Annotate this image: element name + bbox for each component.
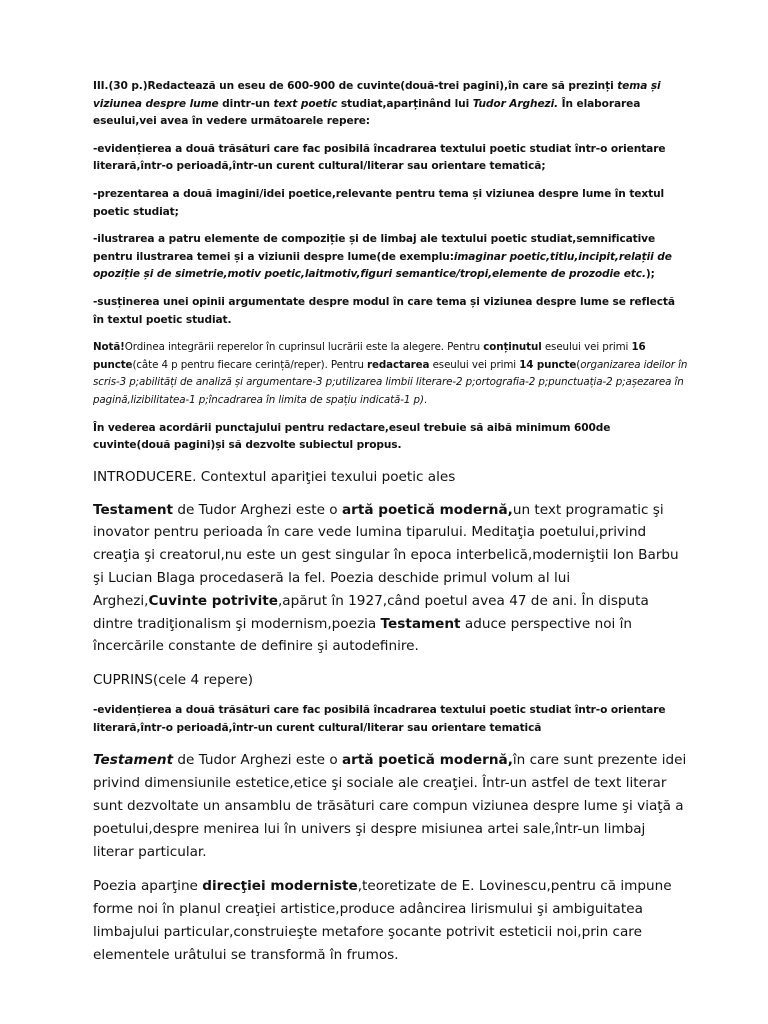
- requirement-3: -ilustrarea a patru elemente de compoziție și de limbaj ale textului poetic studiat,semnificative pentru ilustrarea temei și a viziunii despre lume(de exemplu:imaginar poetic,titlu,incipit,relații de opoziție și de simetrie,motiv poetic,laitmotiv,figuri semantice/tropi,elemente de prozodie etc.);: [93, 233, 672, 281]
- requirement-2: -prezentarea a două imagini/idei poetice,relevante pentru tema și viziunea despre lume în textul poetic studiat;: [93, 187, 665, 218]
- subject-prompt: III.(30 p.)Redactează un eseu de 600-900 de cuvinte(două-trei pagini),în care să prezinți tema și viziunea despre lume dintr-un text poetic studiat,aparținând lui Tudor Arghezi. În elaborarea eseului,vei avea în vedere următoarele repere:: [93, 80, 661, 128]
- requirement-1: -evidențierea a două trăsături care fac posibilă încadrarea textului poetic studiat într-o orientare literară,într-o perioadă,într-un curent cultural/literar sau orientare tematică;: [93, 142, 666, 173]
- requirement-4: -susținerea unei opinii argumentate despre modul în care tema și viziunea despre lume se reflectă în textul poetic studiat.: [93, 295, 675, 326]
- cuprins-paragraph-2: Poezia aparţine direcţiei moderniste,teoretizate de E. Lovinescu,pentru că impune forme noi în planul creaţiei artistice,produce adâncirea lirismului şi ambiguitatea limbajului particular,construieşte metafore şocante potrivit esteticii noi,prin care elementele urâtului se transformă în frumos.: [93, 878, 672, 963]
- word-limit-note: În vederea acordării punctajului pentru redactare,eseul trebuie să aibă minimum 600de cuvinte(două pagini)și să dezvolte subiectul propus.: [93, 421, 611, 452]
- cuprins-paragraph-1: Testament de Tudor Arghezi este o artă poetică modernă,în care sunt prezente idei privind dimensiunile estetice,etice şi sociale ale creaţiei. Într-un astfel de text literar sunt dezvoltate un ansamblu de trăsături care compun viziunea despre lume şi viaţă a poetului,despre menirea lui în univers şi despre misiunea artei sale,într-un limbaj literar particular.: [93, 752, 687, 860]
- cuprins-reper: -evidențierea a două trăsături care fac posibilă încadrarea textului poetic studiat într-o orientare literară,într-o perioadă,într-un curent cultural/literar sau orientare tematică: [93, 704, 666, 734]
- grading-note: Notă!Ordinea integrării reperelor în cuprinsul lucrării este la alegere. Pentru conținutul eseului vei primi 16 puncte(câte 4 p pentru fiecare cerință/reper). Pentru redactarea eseului vei primi 14 puncte(organizarea ideilor în scris-3 p;abilități de analiză și argumentare-3 p;utilizarea limbii literare-2 p;ortografia-2 p;punctuația-2 p;așezarea în pagină,lizibilitatea-1 p;încadrarea în limita de spațiu indicată-1 p).: [93, 341, 688, 406]
- intro-paragraph: Testament de Tudor Arghezi este o artă poetică modernă,un text programatic şi inovator pentru perioada în care vede lumina tiparului. Meditaţia poetului,privind creaţia şi creatorul,nu este un gest singular în epoca interbelică,moderniştii Ion Barbu şi Lucian Blaga procedaseră la fel. Poezia deschide primul volum al lui Arghezi,Cuvinte potrivite,apărut în 1927,când poetul avea 47 de ani. În disputa dintre tradiţionalism şi modernism,poezia Testament aduce perspective noi în încercările constante de definire şi autodefinire.: [93, 501, 679, 655]
- intro-heading: INTRODUCERE. Contextul apariţiei texului poetic ales: [93, 468, 456, 485]
- cuprins-heading: CUPRINS(cele 4 repere): [93, 672, 254, 689]
